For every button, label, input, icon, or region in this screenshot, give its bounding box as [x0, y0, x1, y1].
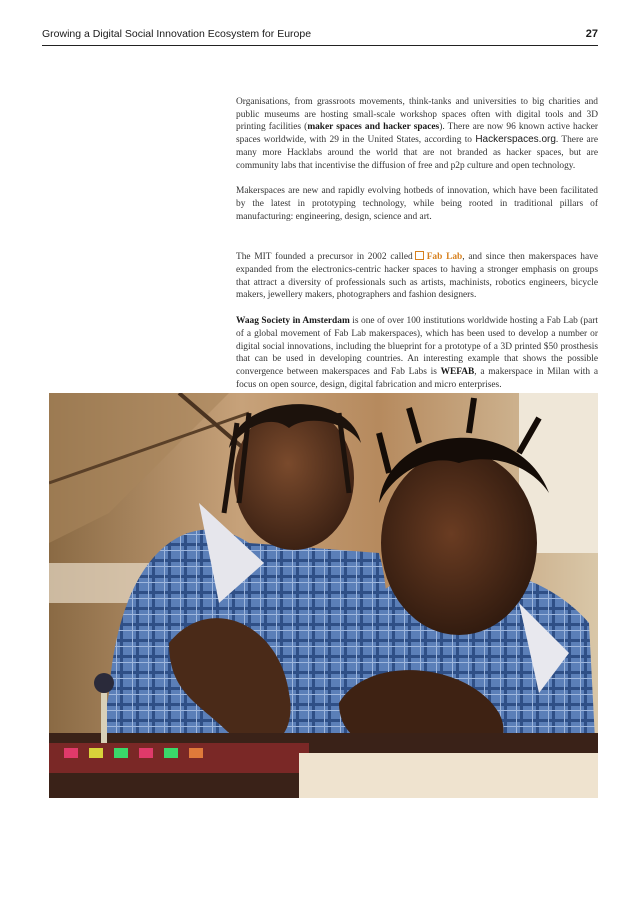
text-run: is one of over 100 institutions worldwide hosting a Fab Lab (part of a global movement of Fab Lab makerspaces), which has been used to develop a number or digital social innovations, including the blueprint for a prototype of a 3D printed $50 prosthesis that can be used in developing countries. An interesting example that shows the possible convergence between makerspaces and Fab Labs is — [236, 316, 598, 377]
text-run: , a makerspace in Milan with a focus on open source, design, digital fabrication and micro enterprises. — [236, 366, 598, 390]
term-wefab: WEFAB — [440, 366, 475, 377]
body-text — [236, 96, 598, 404]
photo-illustration — [49, 393, 598, 798]
hackerspaces-link[interactable]: Hackerspaces.org — [475, 134, 556, 146]
header-divider — [42, 45, 598, 46]
text-run: ). There are now 96 known active hacker spaces worldwide, with 29 in the United States, according to — [236, 122, 599, 146]
text-run: , and since then makerspaces have expanded from the electronics-centric hacker spaces to having a stronger emphasis on groups that attract a diversity of professionals such as artists, machinists, robotics engineers, bicycle makers, jewellery makers, photographers and fashion designers. — [236, 252, 598, 301]
paragraph-waag-society — [236, 315, 598, 391]
running-header — [42, 28, 598, 44]
paragraph-fab-lab — [236, 251, 598, 302]
students-photo — [49, 393, 598, 798]
page-number: 27 — [585, 28, 598, 40]
fab-lab-link[interactable]: Fab Lab — [426, 252, 463, 263]
term-waag-society: Waag Society in Amsterdam — [236, 316, 350, 327]
header-title: Growing a Digital Social Innovation Ecosystem for Europe — [42, 28, 312, 40]
term-maker-hacker-spaces: maker spaces and hacker spaces — [307, 122, 440, 133]
text-run: Organisations, from grassroots movements, think-tanks and universities to big charities and public museums are hosting small-scale workshop spaces often with digital tools and 3D printing facilities ( — [236, 97, 598, 133]
text-run: The MIT founded a precursor in 2002 called — [236, 252, 413, 263]
text-run: . There are many more Hacklabs around the world that are not branded as hacker spaces, but are community labs that incentivise the diffusion of free and p2p culture and open technology. — [236, 135, 599, 171]
paragraph-maker-spaces — [236, 96, 598, 172]
paragraph-makerspaces-innovation: Makerspaces are new and rapidly evolving hotbeds of innovation, which have been facilitated by the latest in prototyping technology, while being rooted in traditional pillars of manufacturing: engineering, design, science and art. — [236, 186, 598, 222]
link-square-icon — [415, 251, 424, 260]
